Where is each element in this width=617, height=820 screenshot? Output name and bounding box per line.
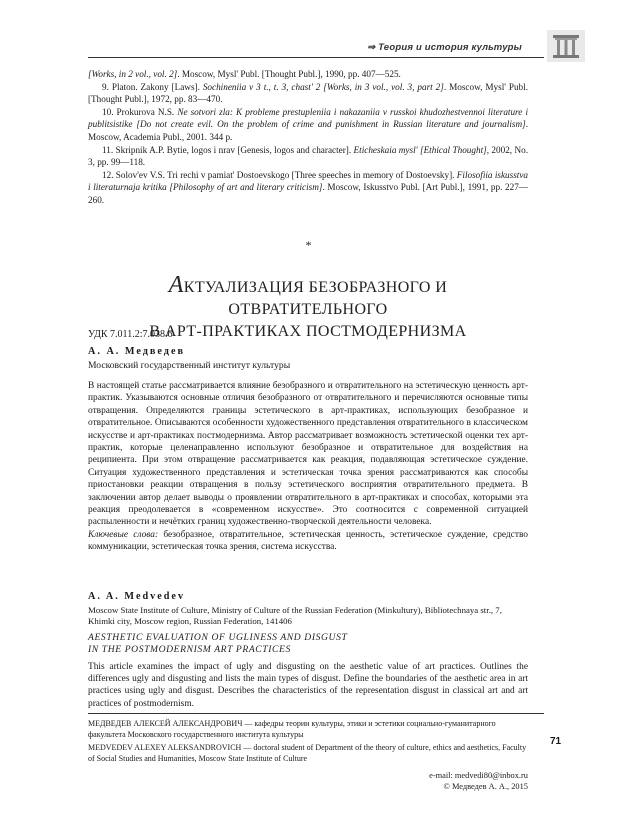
keywords-text: безобразное, отвратительное, эстетическая ценность, эстетическое суждение, средство коммуникации, эстетическая точка зрения, система искусства.: [88, 529, 528, 553]
udk-code: УДК 7.011.2:7.038.6: [88, 329, 173, 340]
page-number: 71: [550, 736, 562, 747]
footer-rule: [88, 713, 544, 714]
affiliation-en: Moscow State Institute of Culture, Ministry of Culture of the Russian Federation (Minkultury), Bibliotechnaya str., 7, Khimki city, Moscow region, Russian Federation, 141406: [88, 605, 502, 627]
journal-logo-icon: [547, 30, 585, 62]
reference-item: [88, 169, 528, 207]
reference-list: [88, 68, 528, 207]
author-name-en: A. A. Medvedev: [88, 591, 186, 602]
reference-text: Ne sotvori zla: K probleme prestupleniia i nakazaniia v russkoi khudozhestvennoi literature i publitsistike [Do not create evil. On the problem of crime and punishment in Russian literature and journalism]: [88, 106, 528, 130]
running-header: [0, 38, 617, 58]
reference-text: Eticheskaia mysl' [Ethical Thought]: [353, 144, 487, 155]
section-separator: *: [305, 238, 312, 252]
abstract-ru-text: В настоящей статье рассматривается влияние безобразного и отвратительного на эстетическую ценность арт-практик. Указываются основные отличия безобразного от отвратительного и перечисляются основные типы отвращения. Определяются границы эстетического в арт-практиках, использующих безобразное и отвратительное. Описываются особенности художественного представления отвратительного в классическом искусстве и арт-практиках постмодернизма. Автор рассматривает возможность эстетической оценки тех арт-практик, которые целенаправленно используют безобразное и отвратительное для воздействия на реципиента. При этом отвращение рассматривается как реакция, подавляющая эстетическое суждение. Ситуация художественного представления и эстетическая точка зрения рассматриваются как способы приостановки реакции отвращения в пользу эстетического восприятия отвратительного предмета. В заключении автор делает выводы о проявлении отвратительного в арт-практиках и способах, которыми эта реакция преодолевается в «современном искусстве». Это соотносится с современной ситуацией распыленности и нечётких границ художественно-творческой деятельности человека.: [88, 381, 528, 528]
reference-text: , 2002, No. 3, pp. 99—118.: [88, 144, 528, 168]
copyright-text: © Медведев А. А., 2015: [443, 782, 528, 791]
title-en-line-2: IN THE POSTMODERNISM ART PRACTICES: [88, 644, 291, 655]
author-footnote: [88, 718, 528, 766]
keywords-label: Ключевые слова:: [88, 529, 159, 540]
reference-item: [88, 81, 528, 106]
reference-text: . Moscow, Mysl' Publ. [Thought Publ.], 1990, pp. 407—525.: [177, 69, 401, 79]
abstract-en: This article examines the impact of ugly and disgusting on the aesthetic value of art practices. Outlines the differences ugly and disgusting and lists the main types of disgust. Define the boundaries of the aesthetic area in art practices using ugly and disgust. Describes the characteristics of the representation disgust in classical art and art practices of postmodernism.: [88, 662, 528, 709]
reference-text: . Moscow, Iskusstvo Publ. [Art Publ.], 1991, pp. 227—260.: [88, 182, 528, 205]
reference-text: 12. Solov'ev V.S. Tri rechi v pamiat' Dostoevskogo [Three speeches in memory of Dostoevsky].: [102, 169, 457, 180]
section-title: ⇒ Теория и история культуры: [367, 42, 522, 53]
contact-info: [320, 770, 528, 792]
reference-text: 10. Prokurova N.S.: [102, 106, 178, 117]
reference-text: Filosofiia iskusstva i literaturnaja kritika [Philosophy of art and literary criticism]: [88, 169, 528, 193]
abstract-ru: [88, 380, 528, 554]
reference-text: . Moscow, Academia Publ., 2001. 344 p.: [88, 119, 528, 142]
author-bio-ru: МЕДВЕДЕВ АЛЕКСЕЙ АЛЕКСАНДРОВИЧ — кафедры теории культуры, этики и эстетики социально-гуманитарного факультета Московского государственного института культуры: [88, 719, 496, 739]
header-rule: [88, 57, 544, 58]
title-initial: А: [168, 272, 184, 298]
reference-item: [88, 68, 528, 81]
keywords-ru: [88, 529, 528, 554]
email-text: e-mail: medvedi80@inbox.ru: [429, 771, 528, 780]
reference-text: 9. Platon. Zakony [Laws].: [102, 81, 203, 92]
reference-item: [88, 106, 528, 144]
title-en-line-1: AESTHETIC EVALUATION OF UGLINESS AND DISGUST: [88, 632, 348, 643]
reference-text: . Moscow, Mysl' Publ. [Thought Publ.], 1972, pp. 83—470.: [88, 81, 528, 105]
reference-text: 11. Skripnik A.P. Bytie, logos i nrav [Genesis, logos and character].: [102, 144, 354, 155]
title-line-1: КТУАЛИЗАЦИЯ БЕЗОБРАЗНОГО И ОТВРАТИТЕЛЬНОГО: [183, 279, 448, 318]
author-name-ru: А. А. Медведев: [88, 346, 185, 357]
article-title-en: [88, 632, 528, 656]
author-bio-en: MEDVEDEV ALEXEY ALEKSANDROVICH — doctoral student of Department of the theory of culture, ethics and aesthetics, Faculty of Social Studies and Humanities, Moscow State Institute of Culture: [88, 743, 527, 763]
reference-text: [Works, in 2 vol., vol. 2]: [88, 69, 178, 79]
title-line-2: В АРТ-ПРАКТИКАХ ПОСТМОДЕРНИЗМА: [149, 323, 467, 340]
affiliation-ru: Московский государственный институт культуры: [88, 360, 291, 371]
reference-text: Sochineniia v 3 t., t. 3, chast' 2 [Works, in 3 vol., vol. 3, part 2]: [202, 81, 444, 92]
reference-item: [88, 144, 528, 169]
